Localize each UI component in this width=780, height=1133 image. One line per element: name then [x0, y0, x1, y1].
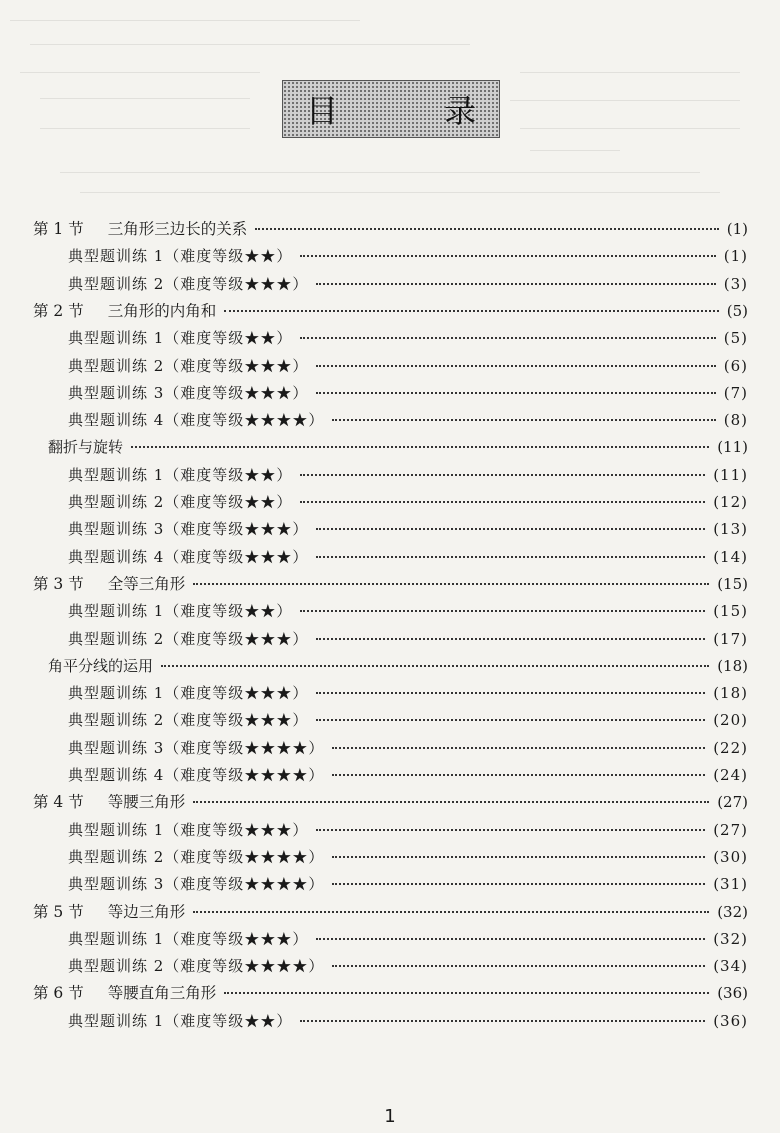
item-label: 典型题训练 3（难度等级★★★） [68, 520, 309, 539]
page-reference: (27) [713, 820, 748, 839]
toc-item-row[interactable] [68, 410, 748, 430]
toc-item-row[interactable] [68, 710, 748, 730]
page-title: 目 录 [305, 92, 525, 130]
toc-subsection-row[interactable] [48, 437, 748, 457]
toc-item-row[interactable] [68, 246, 748, 266]
item-label: 典型题训练 1（难度等级★★★） [68, 684, 309, 703]
bleed-line [60, 172, 700, 173]
page-reference: (3) [723, 274, 748, 293]
section-title: 全等三角形 [107, 574, 186, 593]
item-label: 典型题训练 4（难度等级★★★★） [68, 411, 325, 430]
toc-item-row[interactable] [68, 328, 748, 348]
toc-section-row[interactable] [33, 983, 748, 1003]
dot-leader [332, 856, 705, 858]
dot-leader [332, 965, 705, 967]
item-label: 典型题训练 2（难度等级★★★） [68, 629, 309, 648]
dot-leader [224, 310, 719, 312]
toc-section-row[interactable] [33, 574, 748, 594]
dot-leader [316, 392, 715, 394]
section-number: 第 6 节 [33, 984, 84, 1003]
section-number: 第 1 节 [33, 220, 84, 238]
page-reference: (27) [717, 793, 748, 812]
page-reference: (30) [713, 847, 748, 866]
toc-section-row[interactable] [33, 301, 748, 321]
dot-leader [316, 365, 715, 367]
toc-item-row[interactable] [68, 465, 748, 485]
page-reference: (36) [713, 1011, 748, 1030]
dot-leader [193, 583, 709, 585]
page-reference: (6) [723, 356, 748, 375]
toc-section-row[interactable] [33, 792, 748, 812]
page-reference: (22) [713, 738, 748, 757]
item-label: 典型题训练 4（难度等级★★★★） [68, 766, 325, 784]
toc-item-row[interactable] [68, 956, 748, 976]
dot-leader [316, 719, 705, 721]
dot-leader [224, 992, 709, 994]
section-title: 三角形的内角和 [107, 301, 217, 320]
page-number: 1 [384, 1106, 396, 1127]
bleed-line [520, 128, 740, 129]
dot-leader [300, 501, 705, 503]
bleed-line [510, 100, 740, 101]
item-label: 典型题训练 1（难度等级★★） [68, 247, 293, 266]
toc-item-row[interactable] [68, 874, 748, 894]
toc-item-row[interactable] [68, 738, 748, 758]
page-reference: (15) [713, 602, 748, 621]
page-reference: (7) [723, 383, 748, 402]
dot-leader [131, 446, 709, 448]
item-label: 典型题训练 3（难度等级★★★★） [68, 738, 325, 757]
dot-leader [300, 255, 715, 257]
toc-item-row[interactable] [68, 492, 748, 512]
dot-leader [316, 528, 705, 530]
toc-item-row[interactable] [68, 1011, 748, 1031]
toc-item-row[interactable] [68, 820, 748, 840]
page-reference: (1) [723, 247, 748, 266]
toc-item-row[interactable] [68, 356, 748, 376]
toc-item-row[interactable] [68, 765, 748, 785]
toc-item-row[interactable] [68, 383, 748, 403]
page-reference: (1) [726, 220, 748, 238]
toc-item-row[interactable] [68, 547, 748, 567]
toc-item-row[interactable] [68, 683, 748, 703]
toc-section-row[interactable] [33, 902, 748, 922]
item-label: 典型题训练 2（难度等级★★★★） [68, 957, 325, 976]
dot-leader [316, 692, 705, 694]
section-number: 第 2 节 [33, 301, 84, 320]
page-reference: (17) [713, 629, 748, 648]
section-number: 第 3 节 [33, 574, 84, 593]
item-label: 典型题训练 1（难度等级★★） [68, 329, 293, 348]
toc-item-row[interactable] [68, 274, 748, 294]
page-reference: (24) [713, 766, 748, 784]
dot-leader [316, 638, 705, 640]
bleed-line [40, 98, 250, 99]
bleed-line [10, 20, 360, 21]
toc-item-row[interactable] [68, 629, 748, 649]
item-label: 典型题训练 2（难度等级★★★★） [68, 847, 325, 866]
dot-leader [193, 911, 709, 913]
subsection-title: 角平分线的运用 [48, 656, 154, 675]
dot-leader [332, 774, 705, 776]
page-reference: (20) [713, 711, 748, 730]
toc-section-row[interactable] [33, 219, 748, 239]
item-label: 典型题训练 3（难度等级★★★） [68, 383, 309, 402]
dot-leader [300, 337, 715, 339]
toc-item-row[interactable] [68, 929, 748, 949]
toc-item-row[interactable] [68, 601, 748, 621]
dot-leader [300, 474, 705, 476]
item-label: 典型题训练 2（难度等级★★★） [68, 274, 309, 293]
toc-subsection-row[interactable] [48, 656, 748, 676]
page-reference: (5) [726, 301, 748, 320]
item-label: 典型题训练 1（难度等级★★★） [68, 929, 309, 948]
section-title: 等边三角形 [107, 902, 186, 921]
bleed-line [40, 128, 250, 129]
page-reference: (18) [717, 656, 748, 675]
dot-leader [161, 665, 709, 667]
dot-leader [316, 829, 705, 831]
page-reference: (34) [713, 957, 748, 976]
page-reference: (32) [713, 929, 748, 948]
subsection-title: 翻折与旋转 [48, 438, 124, 457]
bleed-line [520, 72, 740, 73]
page-reference: (11) [713, 465, 748, 484]
page-reference: (14) [713, 547, 748, 566]
page-reference: (11) [717, 438, 748, 457]
dot-leader [332, 747, 705, 749]
item-label: 典型题训练 2（难度等级★★） [68, 493, 293, 511]
bleed-line [20, 72, 260, 73]
bleed-line [30, 44, 470, 45]
page-reference: (15) [717, 574, 748, 593]
item-label: 典型题训练 1（难度等级★★） [68, 1011, 293, 1030]
page-reference: (18) [713, 684, 748, 703]
section-number: 第 4 节 [33, 793, 84, 812]
toc-item-row[interactable] [68, 519, 748, 539]
section-number: 第 5 节 [33, 902, 84, 921]
item-label: 典型题训练 2（难度等级★★★） [68, 356, 309, 375]
page-reference: (8) [723, 411, 748, 430]
dot-leader [300, 1020, 705, 1022]
section-title: 三角形三边长的关系 [107, 220, 248, 238]
bleed-line [80, 192, 720, 193]
dot-leader [193, 801, 709, 803]
item-label: 典型题训练 1（难度等级★★★） [68, 820, 309, 839]
bleed-line [530, 150, 620, 151]
dot-leader [316, 283, 715, 285]
dot-leader [316, 556, 705, 558]
page-reference: (36) [717, 984, 748, 1003]
page-reference: (5) [723, 329, 748, 348]
page-reference: (32) [717, 902, 748, 921]
page-reference: (12) [713, 493, 748, 511]
item-label: 典型题训练 1（难度等级★★） [68, 465, 293, 484]
toc-item-row[interactable] [68, 847, 748, 867]
title-banner [282, 80, 525, 138]
item-label: 典型题训练 4（难度等级★★★） [68, 547, 309, 566]
item-label: 典型题训练 2（难度等级★★★） [68, 711, 309, 730]
dot-leader [332, 883, 705, 885]
item-label: 典型题训练 1（难度等级★★） [68, 602, 293, 621]
page-reference: (13) [713, 520, 748, 539]
page-reference: (31) [713, 875, 748, 894]
dot-leader [300, 610, 705, 612]
section-title: 等腰三角形 [107, 793, 186, 812]
dot-leader [316, 938, 705, 940]
dot-leader [332, 419, 715, 421]
dot-leader [255, 228, 719, 230]
item-label: 典型题训练 3（难度等级★★★★） [68, 875, 325, 894]
section-title: 等腰直角三角形 [107, 984, 217, 1003]
